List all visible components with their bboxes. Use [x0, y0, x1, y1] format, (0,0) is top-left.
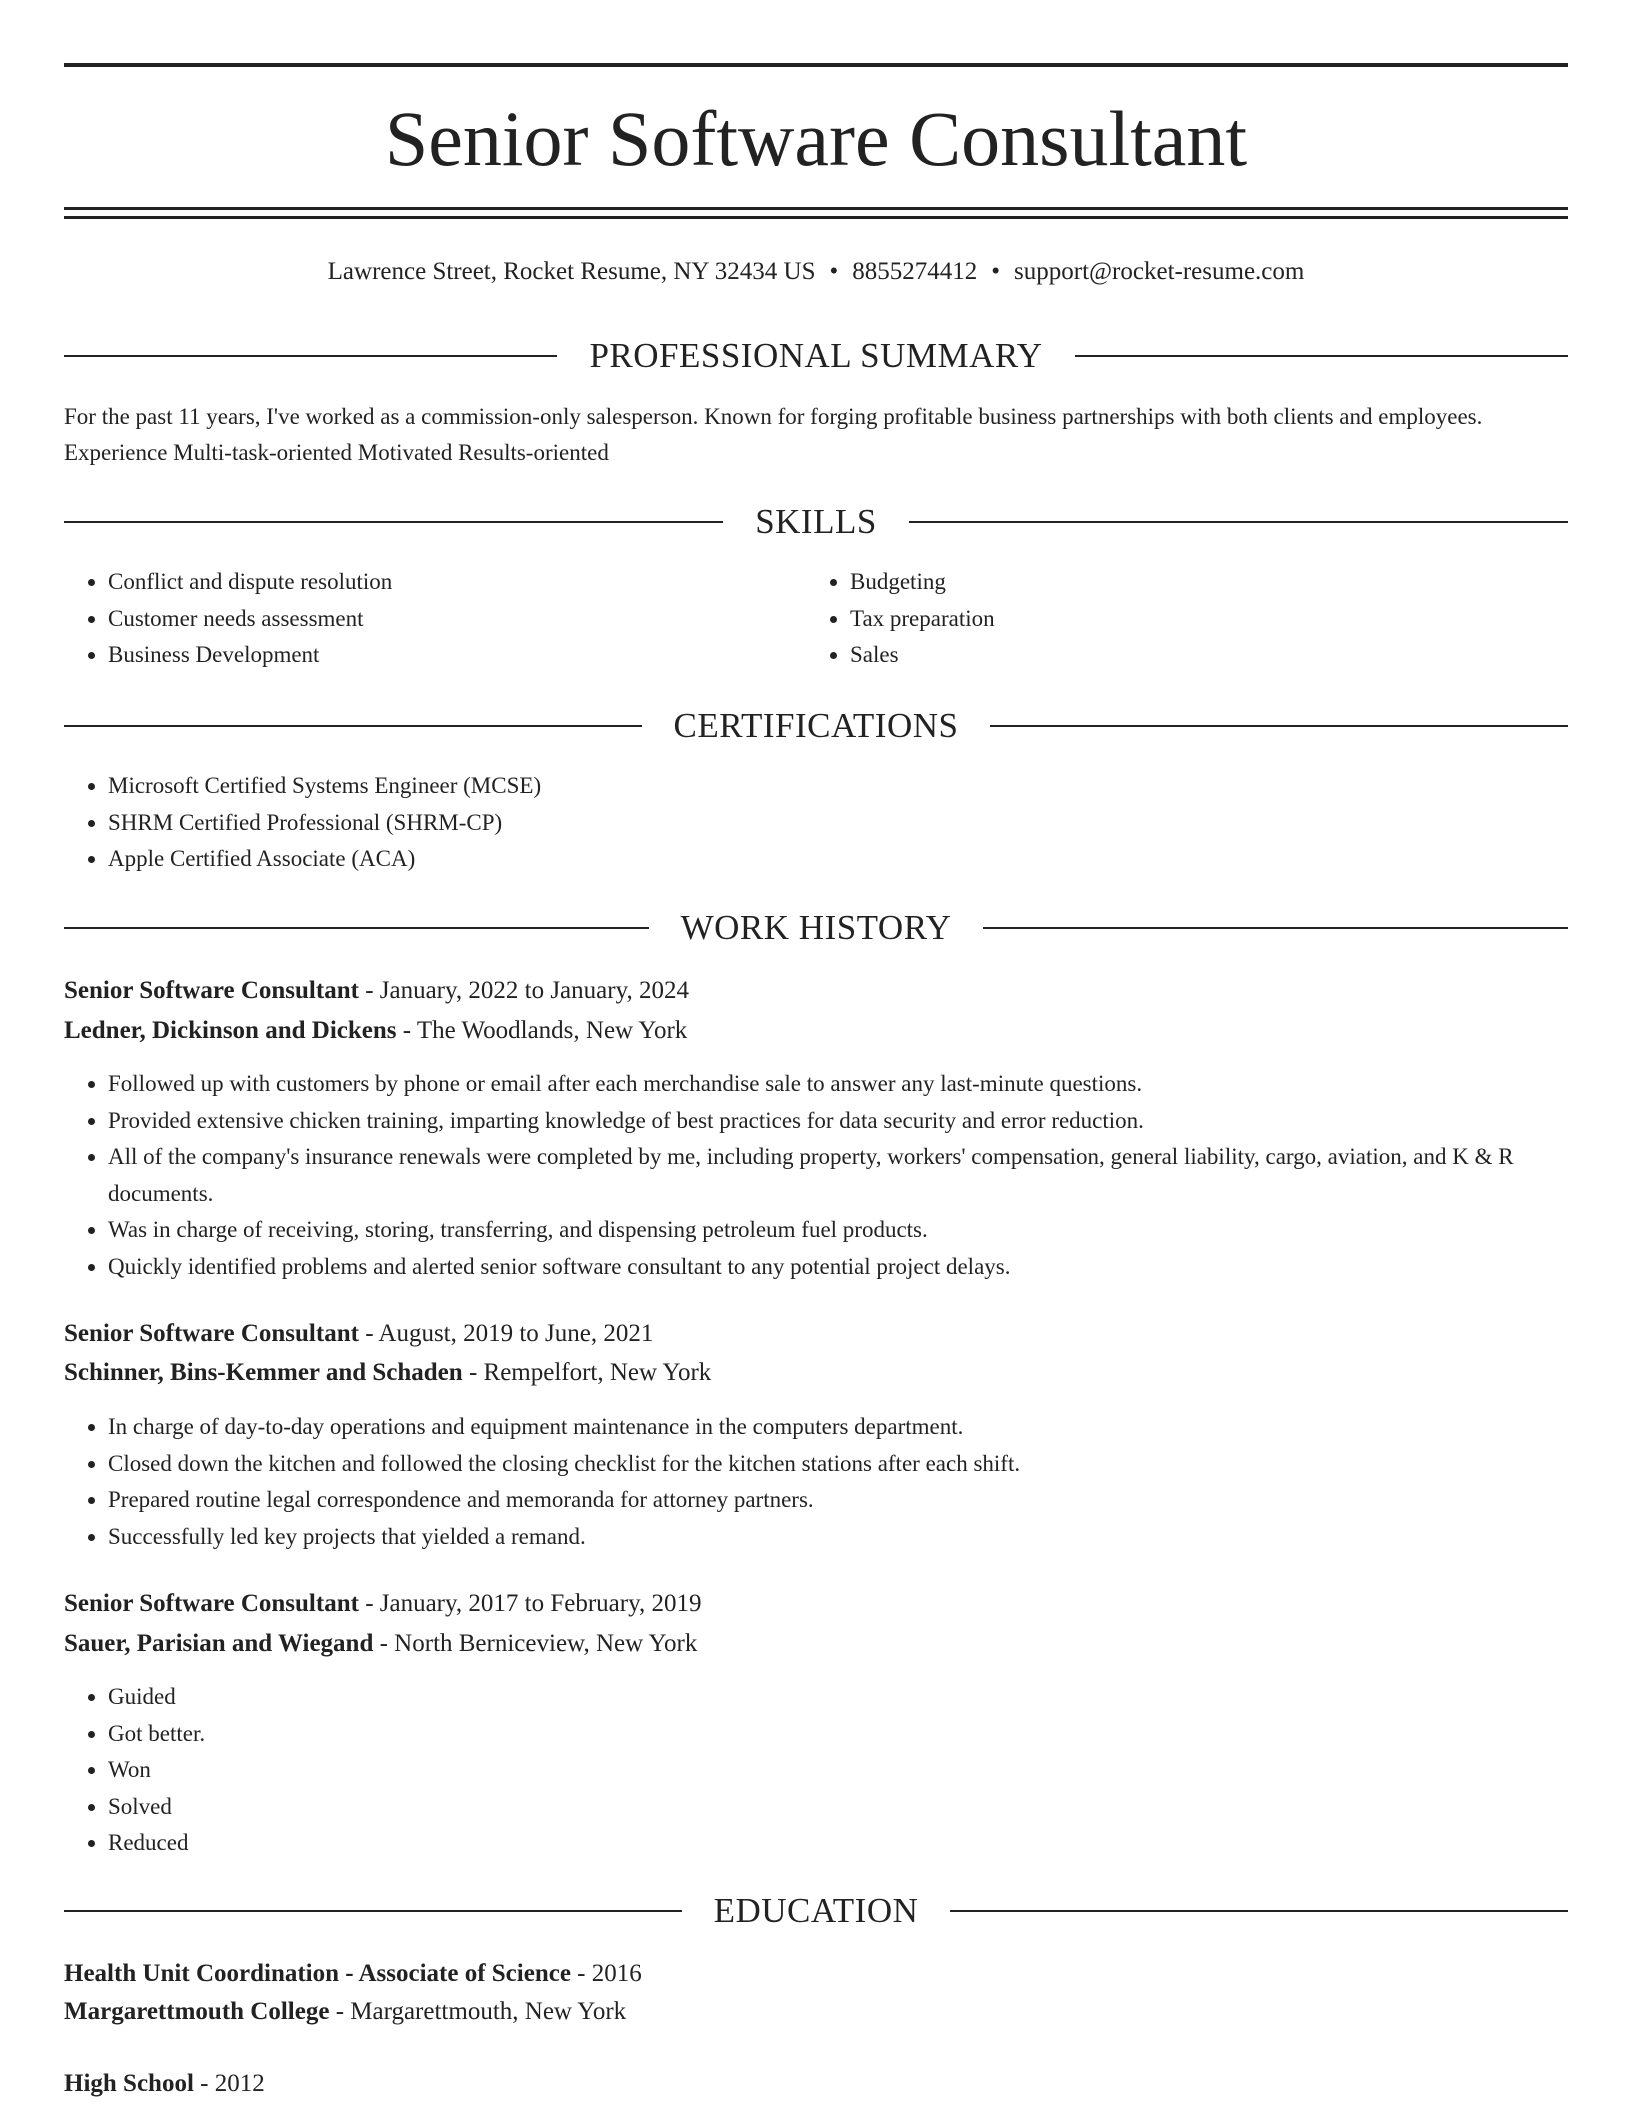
- job-title-line: [64, 1587, 1568, 1621]
- skills-list-right: [806, 564, 995, 674]
- skills-list-left: [64, 564, 392, 674]
- job-bullet: • Reduced: [108, 1825, 1612, 1862]
- contact-separator: •: [829, 258, 839, 285]
- job-location: - The Woodlands, New York: [396, 1017, 688, 1044]
- job-bullet: • Solved: [108, 1789, 1612, 1826]
- job-bullet: • Prepared routine legal correspondence and memoranda for attorney partners.: [108, 1482, 1612, 1519]
- section-title: EDUCATION: [713, 1891, 919, 1930]
- job-company: Sauer, Parisian and Wiegand: [64, 1630, 374, 1657]
- skill-item: • Conflict and dispute resolution: [108, 564, 392, 601]
- job-company-line: [64, 1014, 1568, 1048]
- section-title: PROFESSIONAL SUMMARY: [589, 336, 1043, 375]
- job-title-line: [64, 1317, 1568, 1351]
- job-bullets: [64, 1679, 1612, 1862]
- education-degree-line: [64, 2067, 1568, 2101]
- education-degree-line: [64, 1957, 1568, 1991]
- job-bullet: • Provided extensive chicken training, imparting knowledge of best practices for data security and error reduction.: [108, 1103, 1612, 1140]
- education-year: - 2016: [570, 1960, 642, 1987]
- contact-line: [0, 255, 1632, 289]
- section-heading-education: [64, 1889, 1568, 1933]
- heading-rule: [64, 725, 642, 727]
- job-bullet: • Was in charge of receiving, storing, transferring, and dispensing petroleum fuel products.: [108, 1212, 1612, 1249]
- job-title-line: [64, 974, 1568, 1008]
- job-bullets: [64, 1409, 1612, 1555]
- job-location: - North Berniceview, New York: [373, 1630, 698, 1657]
- heading-rule: [64, 1910, 682, 1912]
- top-rule: [64, 63, 1568, 67]
- education-school-line: [64, 1995, 1568, 2029]
- email: support@rocket-resume.com: [1014, 258, 1305, 285]
- contact-separator: •: [991, 258, 1001, 285]
- education-degree: Health Unit Coordination - Associate of Science: [64, 1960, 571, 1987]
- education-year: - 2012: [193, 2070, 265, 2097]
- resume-title: Senior Software Consultant: [384, 95, 1248, 182]
- job-title: Senior Software Consultant: [64, 1590, 359, 1617]
- heading-rule: [983, 927, 1568, 929]
- job-dates: - January, 2017 to February, 2019: [358, 1590, 702, 1617]
- job-bullet: • Quickly identified problems and alerted senior software consultant to any potential project delays.: [108, 1249, 1612, 1286]
- section-title: WORK HISTORY: [680, 908, 952, 947]
- heading-rule: [64, 927, 649, 929]
- job-bullets: [64, 1066, 1612, 1285]
- skill-item: • Customer needs assessment: [108, 601, 392, 638]
- job-bullet: • Got better.: [108, 1716, 1612, 1753]
- job-title: Senior Software Consultant: [64, 1320, 359, 1347]
- job-company: Schinner, Bins-Kemmer and Schaden: [64, 1359, 463, 1386]
- certifications-list: [64, 768, 541, 878]
- skill-item: • Sales: [850, 637, 995, 674]
- heading-rule: [64, 355, 557, 357]
- phone: 8855274412: [852, 258, 978, 285]
- heading-rule: [1075, 355, 1568, 357]
- job-bullet: • Guided: [108, 1679, 1612, 1716]
- job-bullet: • Followed up with customers by phone or email after each merchandise sale to answer any last-minute questions.: [108, 1066, 1612, 1103]
- title-rule-upper: [64, 207, 1568, 210]
- education-degree: High School: [64, 2070, 194, 2097]
- certification-item: • SHRM Certified Professional (SHRM-CP): [108, 805, 541, 842]
- job-company-line: [64, 1627, 1568, 1661]
- job-title: Senior Software Consultant: [64, 977, 359, 1004]
- education-school: Margarettmouth College: [64, 1998, 330, 2025]
- job-dates: - January, 2022 to January, 2024: [358, 977, 689, 1004]
- address: Lawrence Street, Rocket Resume, NY 32434 US: [327, 258, 816, 285]
- skill-item: • Budgeting: [850, 564, 995, 601]
- education-location: - Margarettmouth, New York: [329, 1998, 627, 2025]
- job-dates: - August, 2019 to June, 2021: [358, 1320, 654, 1347]
- heading-rule: [909, 521, 1568, 523]
- job-bullet: • Won: [108, 1752, 1612, 1789]
- skill-item: • Tax preparation: [850, 601, 995, 638]
- skill-item: • Business Development: [108, 637, 392, 674]
- job-company: Ledner, Dickinson and Dickens: [64, 1017, 397, 1044]
- section-heading-work-history: [64, 906, 1568, 950]
- section-heading-summary: [64, 334, 1568, 378]
- job-bullet: • Closed down the kitchen and followed the closing checklist for the kitchen stations after each shift.: [108, 1446, 1612, 1483]
- job-location: - Rempelfort, New York: [462, 1359, 712, 1386]
- section-title: CERTIFICATIONS: [673, 706, 959, 745]
- heading-rule: [990, 725, 1568, 727]
- job-bullet: • In charge of day-to-day operations and equipment maintenance in the computers department.: [108, 1409, 1612, 1446]
- heading-rule: [950, 1910, 1568, 1912]
- section-heading-certifications: [64, 704, 1568, 748]
- section-title: SKILLS: [755, 502, 877, 541]
- certification-item: • Microsoft Certified Systems Engineer (MCSE): [108, 768, 541, 805]
- certification-item: • Apple Certified Associate (ACA): [108, 841, 541, 878]
- job-bullet: • All of the company's insurance renewals were completed by me, including property, workers' compensation, general liability, cargo, aviation, and K & R documents.: [108, 1139, 1612, 1212]
- job-company-line: [64, 1356, 1568, 1390]
- section-heading-skills: [64, 500, 1568, 544]
- heading-rule: [64, 521, 723, 523]
- title-rule-lower: [64, 216, 1568, 219]
- summary-text: For the past 11 years, I've worked as a commission-only salesperson. Known for forging profitable business partnerships with both clients and employees. Experience Multi-task-oriented Motivated Results-oriented: [64, 404, 1483, 465]
- job-bullet: • Successfully led key projects that yielded a remand.: [108, 1519, 1612, 1556]
